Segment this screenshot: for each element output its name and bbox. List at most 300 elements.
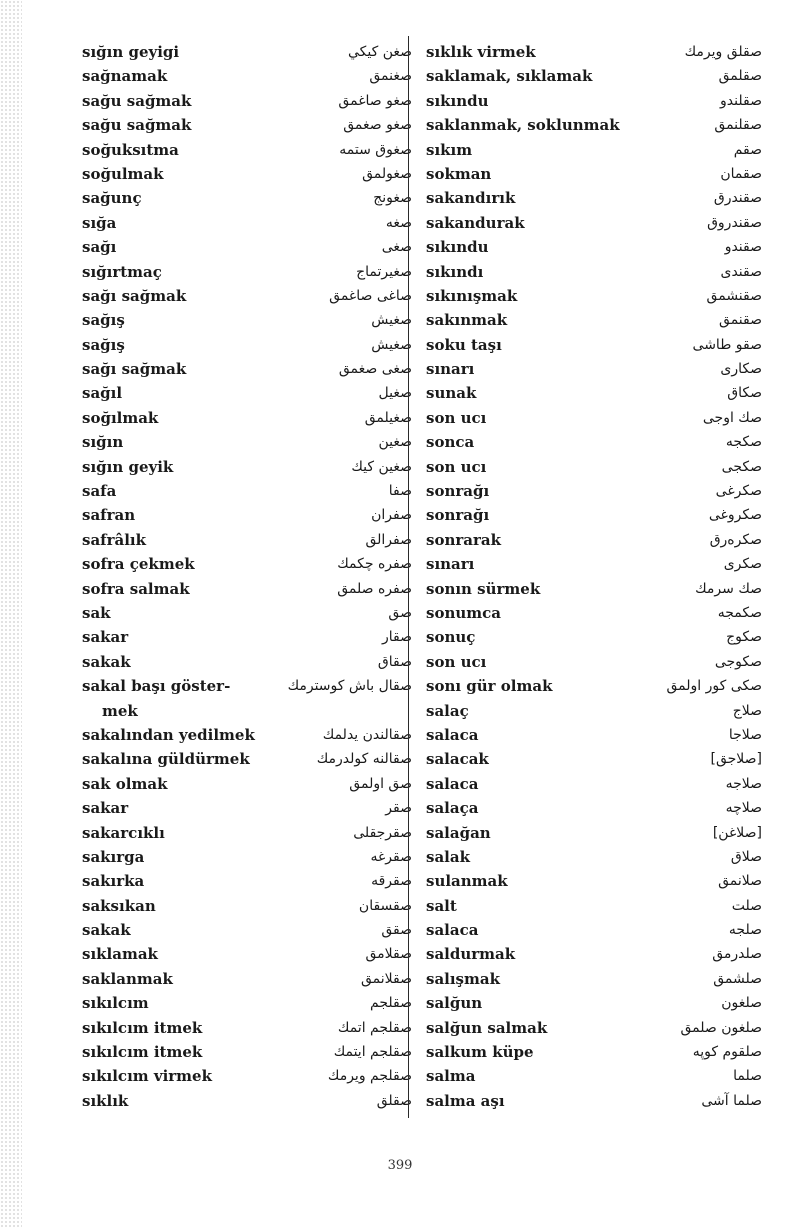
entry-ottoman-script: صلت	[731, 897, 762, 914]
right-column	[426, 40, 762, 1113]
dictionary-entry	[82, 162, 418, 186]
entry-headword: sokman	[426, 164, 492, 183]
dictionary-entry	[426, 894, 762, 918]
dictionary-entry	[82, 284, 418, 308]
entry-ottoman-script: صكاق	[727, 385, 762, 402]
entry-ottoman-script: صقالنه كولدرمك	[316, 751, 412, 768]
entry-ottoman-script: صقسقان	[358, 897, 412, 914]
entry-transliteration	[426, 723, 478, 747]
entry-transliteration	[426, 1089, 505, 1113]
entry-transliteration	[426, 455, 486, 479]
entry-headword: sağı sağmak	[82, 286, 187, 305]
entry-ottoman-script: صلغون صلمق	[680, 1019, 762, 1036]
entry-headword: soku taşı	[426, 335, 502, 354]
entry-ottoman-script: صغى صغمق	[338, 361, 412, 378]
entry-ottoman-script: صغيش	[371, 312, 412, 329]
entry-transliteration	[82, 528, 146, 552]
entry-headword: sağış	[82, 335, 125, 354]
dictionary-entry	[82, 113, 418, 137]
entry-ottoman-script: صقلجم ويرمك	[327, 1068, 412, 1085]
entry-headword: sakal başı göster-	[82, 677, 231, 696]
entry-ottoman-script: صلانمق	[718, 873, 762, 890]
dictionary-entry	[426, 967, 762, 991]
dictionary-entry	[82, 918, 418, 942]
dictionary-entry	[82, 528, 418, 552]
entry-transliteration	[82, 235, 116, 259]
dictionary-entry	[426, 381, 762, 405]
dictionary-entry	[426, 650, 762, 674]
entry-transliteration	[82, 430, 123, 454]
entry-ottoman-script: صقلق	[376, 1092, 412, 1109]
entry-transliteration	[426, 528, 501, 552]
dictionary-entry	[426, 406, 762, 430]
entry-transliteration	[82, 138, 179, 162]
entry-headword: son ucı	[426, 408, 487, 427]
dictionary-entry	[426, 552, 762, 576]
entry-transliteration	[426, 406, 486, 430]
entry-ottoman-script: [صلاجق]	[710, 751, 762, 768]
entry-ottoman-script: صقلنمق	[714, 117, 762, 134]
entry-headword: sıkındu	[426, 238, 489, 257]
entry-transliteration	[82, 552, 195, 576]
entry-headword: sonca	[426, 433, 475, 452]
entry-ottoman-script: صلغون	[721, 995, 762, 1012]
entry-transliteration	[426, 89, 489, 113]
dictionary-entry	[426, 674, 762, 698]
entry-transliteration	[426, 967, 500, 991]
entry-ottoman-script: صكى كور اولمق	[666, 678, 762, 695]
dictionary-entry	[426, 1064, 762, 1088]
dictionary-entry	[426, 528, 762, 552]
entry-ottoman-script: صلجه	[728, 922, 762, 939]
entry-transliteration	[82, 479, 116, 503]
entry-transliteration	[82, 1064, 212, 1088]
entry-ottoman-script: صلشمق	[713, 970, 762, 987]
dictionary-entry	[82, 1040, 418, 1064]
entry-ottoman-script: صقالندن يدلمك	[322, 726, 412, 743]
entry-transliteration	[82, 747, 250, 771]
entry-ottoman-script: صقرجقلى	[353, 824, 412, 841]
entry-transliteration	[426, 1016, 547, 1040]
entry-headword: soğulmak	[82, 164, 164, 183]
entry-headword: sığın	[82, 433, 124, 452]
entry-ottoman-script: صقلق ويرمك	[684, 44, 762, 60]
entry-transliteration	[426, 333, 502, 357]
dictionary-entry	[82, 1089, 418, 1113]
dictionary-entry	[82, 406, 418, 430]
entry-headword: sonı gür olmak	[426, 677, 553, 696]
entry-ottoman-script: صلما	[733, 1068, 762, 1085]
dictionary-entry	[426, 821, 762, 845]
entry-ottoman-script: صغنمق	[369, 68, 412, 85]
entry-ottoman-script: صقار	[382, 629, 412, 646]
entry-transliteration	[82, 674, 230, 723]
entry-transliteration	[82, 869, 144, 893]
entry-transliteration	[82, 260, 162, 284]
entry-headword: sakalına güldürmek	[82, 750, 250, 769]
entry-headword: son ucı	[426, 652, 487, 671]
dictionary-entry	[82, 552, 418, 576]
entry-headword: sakak	[82, 921, 131, 940]
entry-headword: sağnamak	[82, 67, 168, 86]
dictionary-entry	[82, 967, 418, 991]
entry-ottoman-script: صكرەرق	[709, 531, 762, 548]
dictionary-entry	[82, 869, 418, 893]
entry-transliteration	[426, 503, 489, 527]
entry-headword: sıkılcım itmek	[82, 1018, 203, 1037]
entry-ottoman-script: صكرى	[723, 556, 762, 573]
entry-headword: salışmak	[426, 969, 500, 988]
entry-transliteration	[82, 333, 125, 357]
entry-transliteration	[426, 674, 552, 698]
dictionary-entry	[82, 381, 418, 405]
entry-ottoman-script: صفا	[388, 483, 412, 500]
entry-headword: sağı sağmak	[82, 360, 187, 379]
entry-ottoman-script: صك سرمك	[695, 580, 762, 597]
entry-transliteration	[82, 308, 125, 332]
entry-headword: sıklık	[82, 1091, 129, 1110]
entry-ottoman-script: صلدرمق	[712, 946, 762, 963]
entry-transliteration	[82, 211, 116, 235]
entry-headword: soğuksıtma	[82, 140, 179, 159]
entry-headword: salaca	[426, 921, 479, 940]
dictionary-entry	[426, 357, 762, 381]
dictionary-entry	[426, 479, 762, 503]
entry-ottoman-script: صقلجم ايتمك	[333, 1044, 412, 1061]
entry-transliteration	[426, 381, 476, 405]
entry-transliteration	[426, 430, 474, 454]
entry-headword: sıkılcım virmek	[82, 1067, 212, 1086]
entry-headword: safrâlık	[82, 530, 147, 549]
dictionary-entry	[82, 674, 418, 723]
dictionary-entry	[426, 747, 762, 771]
dictionary-entry	[82, 991, 418, 1015]
entry-ottoman-script: صكوجى	[714, 653, 762, 670]
entry-headword: sınarı	[426, 555, 475, 574]
dictionary-entry	[82, 1016, 418, 1040]
entry-ottoman-script: صلقوم كوپه	[692, 1044, 762, 1061]
dictionary-entry	[426, 430, 762, 454]
entry-transliteration	[82, 821, 165, 845]
entry-ottoman-script: صقلجم اتمك	[337, 1019, 412, 1036]
entry-headword: sakandırık	[426, 189, 516, 208]
entry-transliteration	[82, 503, 135, 527]
entry-headword: sofra çekmek	[82, 555, 195, 574]
entry-transliteration	[82, 650, 131, 674]
entry-ottoman-script: صقرقه	[371, 873, 412, 890]
entry-transliteration	[426, 64, 592, 88]
entry-headword: sıkılcım	[82, 994, 149, 1013]
entry-headword: sakar	[82, 628, 129, 647]
entry-ottoman-script: صقاق	[377, 653, 412, 670]
entry-transliteration	[426, 845, 470, 869]
entry-ottoman-script: صق اولمق	[349, 775, 412, 792]
entry-transliteration	[426, 650, 486, 674]
dictionary-entry	[426, 308, 762, 332]
entry-ottoman-script: صقلامق	[365, 946, 412, 963]
entry-transliteration	[82, 967, 173, 991]
entry-transliteration	[426, 552, 474, 576]
entry-headword: sakar	[82, 799, 129, 818]
entry-transliteration	[426, 113, 620, 137]
entry-transliteration	[426, 699, 469, 723]
entry-headword: sıklamak	[82, 945, 158, 964]
entry-headword: saksıkan	[82, 896, 156, 915]
entry-ottoman-script: صفران	[371, 507, 412, 524]
dictionary-entry	[426, 601, 762, 625]
entry-ottoman-script: صقلانمق	[361, 970, 412, 987]
entry-ottoman-script: صغو صغمق	[343, 117, 412, 134]
dictionary-entry	[82, 186, 418, 210]
entry-transliteration	[426, 357, 474, 381]
entry-headword: salma aşı	[426, 1091, 505, 1110]
entry-transliteration	[82, 894, 156, 918]
entry-transliteration	[82, 625, 128, 649]
entry-headword: sığa	[82, 213, 117, 232]
entry-ottoman-script: صكجه	[725, 434, 762, 451]
entry-ottoman-script: صلما آشى	[701, 1092, 762, 1109]
dictionary-entry	[426, 991, 762, 1015]
entry-headword: sıkındı	[426, 262, 484, 281]
entry-transliteration	[426, 162, 491, 186]
entry-headword: sunak	[426, 384, 477, 403]
entry-ottoman-script: [صلاغن]	[712, 824, 762, 841]
entry-transliteration	[82, 918, 131, 942]
entry-headword: salma	[426, 1067, 476, 1086]
entry-headword: safa	[82, 482, 117, 501]
entry-ottoman-script: صلاجا	[728, 726, 762, 743]
dictionary-entry	[426, 40, 762, 64]
dictionary-entry	[82, 479, 418, 503]
entry-ottoman-script: صكرغى	[715, 483, 762, 500]
entry-ottoman-script: صغى	[381, 239, 412, 256]
entry-ottoman-script: صقلجم	[370, 995, 412, 1012]
entry-headword: salaca	[426, 774, 479, 793]
dictionary-entry	[426, 113, 762, 137]
entry-headword: salt	[426, 896, 457, 915]
entry-headword: sak	[82, 603, 111, 622]
dictionary-entry	[426, 235, 762, 259]
entry-transliteration	[426, 138, 472, 162]
dictionary-entry	[82, 211, 418, 235]
dictionary-entry	[426, 138, 762, 162]
entry-headword: salğun salmak	[426, 1018, 548, 1037]
entry-transliteration	[82, 845, 144, 869]
entry-transliteration	[426, 577, 540, 601]
entry-headword: son ucı	[426, 457, 487, 476]
dictionary-entry	[82, 455, 418, 479]
dictionary-entry	[426, 89, 762, 113]
entry-transliteration	[426, 796, 478, 820]
entry-transliteration	[82, 601, 111, 625]
entry-ottoman-script: صغيش	[371, 336, 412, 353]
entry-transliteration	[82, 284, 186, 308]
entry-transliteration	[426, 1040, 534, 1064]
entry-headword: sakarcıklı	[82, 823, 165, 842]
entry-transliteration	[426, 186, 515, 210]
entry-headword: sonrağı	[426, 506, 490, 525]
entry-ottoman-script: صقم	[733, 141, 762, 158]
entry-ottoman-script: صغين كيك	[351, 458, 412, 475]
entry-ottoman-script: صقرغه	[370, 848, 412, 865]
dictionary-entry	[426, 699, 762, 723]
entry-headword: sınarı	[426, 360, 475, 379]
entry-ottoman-script: صقلمق	[718, 68, 762, 85]
dictionary-entry	[82, 138, 418, 162]
dictionary-entry	[82, 89, 418, 113]
dictionary-entry	[82, 601, 418, 625]
dictionary-entry	[426, 333, 762, 357]
entry-transliteration	[426, 260, 483, 284]
entry-headword: sakırka	[82, 872, 145, 891]
entry-transliteration	[82, 796, 128, 820]
entry-ottoman-script: صق	[388, 604, 412, 621]
entry-headword: saldurmak	[426, 945, 516, 964]
dictionary-entry	[82, 894, 418, 918]
entry-ottoman-script: صفرالق	[365, 531, 412, 548]
entry-headword: sakınmak	[426, 311, 508, 330]
dictionary-entry	[426, 942, 762, 966]
entry-headword: sıkındu	[426, 91, 489, 110]
dictionary-entry	[426, 455, 762, 479]
entry-headword: sonrarak	[426, 530, 501, 549]
entry-ottoman-script: صكارى	[720, 361, 762, 378]
entry-transliteration	[82, 577, 190, 601]
entry-transliteration	[82, 455, 173, 479]
entry-headword-continuation: mek	[102, 701, 138, 720]
entry-ottoman-script: صك اوجى	[702, 409, 762, 426]
dictionary-entry	[82, 1064, 418, 1088]
entry-headword: salğun	[426, 994, 483, 1013]
entry-headword: sak olmak	[82, 774, 168, 793]
entry-ottoman-script: صلاق	[730, 848, 762, 865]
entry-transliteration	[82, 186, 142, 210]
dictionary-entry	[82, 503, 418, 527]
entry-transliteration	[426, 918, 478, 942]
entry-headword: sonrağı	[426, 482, 490, 501]
entry-headword: sağunç	[82, 189, 142, 208]
entry-headword: sonın sürmek	[426, 579, 541, 598]
page-edge-texture	[0, 0, 22, 1229]
entry-transliteration	[426, 894, 457, 918]
entry-headword: salaca	[426, 725, 479, 744]
dictionary-entry	[426, 869, 762, 893]
entry-transliteration	[82, 357, 186, 381]
entry-transliteration	[426, 284, 517, 308]
entry-ottoman-script: صغونج	[373, 190, 412, 207]
entry-headword: salacak	[426, 750, 489, 769]
dictionary-entry	[426, 845, 762, 869]
entry-transliteration	[82, 772, 167, 796]
dictionary-entry	[82, 845, 418, 869]
column-divider	[408, 36, 409, 1118]
entry-headword: sakandurak	[426, 213, 525, 232]
entry-transliteration	[426, 821, 491, 845]
entry-ottoman-script: صاغى صاغمق	[329, 287, 412, 304]
entry-ottoman-script: صغه	[385, 214, 412, 231]
entry-transliteration	[82, 991, 149, 1015]
dictionary-entry	[82, 235, 418, 259]
entry-headword: sağu sağmak	[82, 116, 192, 135]
dictionary-entry	[82, 942, 418, 966]
entry-ottoman-script: صقمان	[720, 165, 762, 182]
dictionary-entry	[82, 40, 418, 64]
entry-ottoman-script: صغن كيكي	[347, 44, 412, 60]
dictionary-entry	[82, 260, 418, 284]
entry-ottoman-script: صقنمق	[719, 312, 762, 329]
entry-headword: sulanmak	[426, 872, 508, 891]
dictionary-entry	[82, 577, 418, 601]
entry-headword: safran	[82, 506, 136, 525]
entry-ottoman-script: صكوج	[726, 629, 762, 646]
dictionary-entry	[426, 64, 762, 88]
dictionary-entry	[82, 723, 418, 747]
entry-transliteration	[82, 406, 158, 430]
entry-ottoman-script: صغولمق	[362, 165, 412, 182]
entry-headword: salak	[426, 847, 470, 866]
entry-ottoman-script: صغيل	[378, 385, 412, 402]
dictionary-entry	[426, 162, 762, 186]
entry-headword: sağu sağmak	[82, 91, 192, 110]
entry-transliteration	[82, 40, 179, 64]
dictionary-entry	[426, 772, 762, 796]
entry-headword: sakırga	[82, 847, 145, 866]
entry-ottoman-script: صغيرتماج	[356, 263, 412, 280]
entry-transliteration	[82, 64, 167, 88]
dictionary-entry	[82, 821, 418, 845]
dictionary-entry	[82, 430, 418, 454]
entry-ottoman-script: صقلندو	[720, 92, 762, 109]
entry-transliteration	[426, 1064, 475, 1088]
entry-transliteration	[426, 211, 525, 235]
entry-ottoman-script: صغو صاغمق	[338, 92, 412, 109]
entry-headword: salaça	[426, 799, 479, 818]
entry-ottoman-script: صقندى	[720, 263, 762, 280]
dictionary-entry	[426, 723, 762, 747]
entry-headword: sonuç	[426, 628, 476, 647]
entry-headword: salağan	[426, 823, 491, 842]
entry-transliteration	[426, 40, 536, 64]
entry-headword: sofra salmak	[82, 579, 190, 598]
dictionary-entry	[426, 1016, 762, 1040]
entry-headword: salaç	[426, 701, 469, 720]
dictionary-entry	[426, 260, 762, 284]
dictionary-entry	[426, 284, 762, 308]
dictionary-entry	[426, 186, 762, 210]
entry-transliteration	[82, 381, 122, 405]
entry-ottoman-script: صقق	[381, 922, 412, 939]
entry-ottoman-script: صلاچه	[725, 800, 762, 817]
dictionary-entry	[82, 650, 418, 674]
entry-transliteration	[426, 772, 478, 796]
entry-transliteration	[82, 89, 191, 113]
entry-headword: sağış	[82, 311, 125, 330]
dictionary-entry	[82, 796, 418, 820]
entry-transliteration	[426, 942, 515, 966]
entry-headword: sıkılcım itmek	[82, 1043, 203, 1062]
dictionary-entry	[426, 1089, 762, 1113]
entry-transliteration	[426, 308, 507, 332]
entry-headword: sıkım	[426, 140, 473, 159]
entry-transliteration	[82, 1089, 128, 1113]
entry-transliteration	[82, 723, 255, 747]
entry-transliteration	[426, 479, 489, 503]
dictionary-entry	[82, 747, 418, 771]
entry-ottoman-script: صقو طاشى	[692, 336, 762, 353]
entry-ottoman-script: صقندروق	[707, 214, 762, 231]
entry-transliteration	[82, 162, 164, 186]
entry-transliteration	[426, 991, 482, 1015]
